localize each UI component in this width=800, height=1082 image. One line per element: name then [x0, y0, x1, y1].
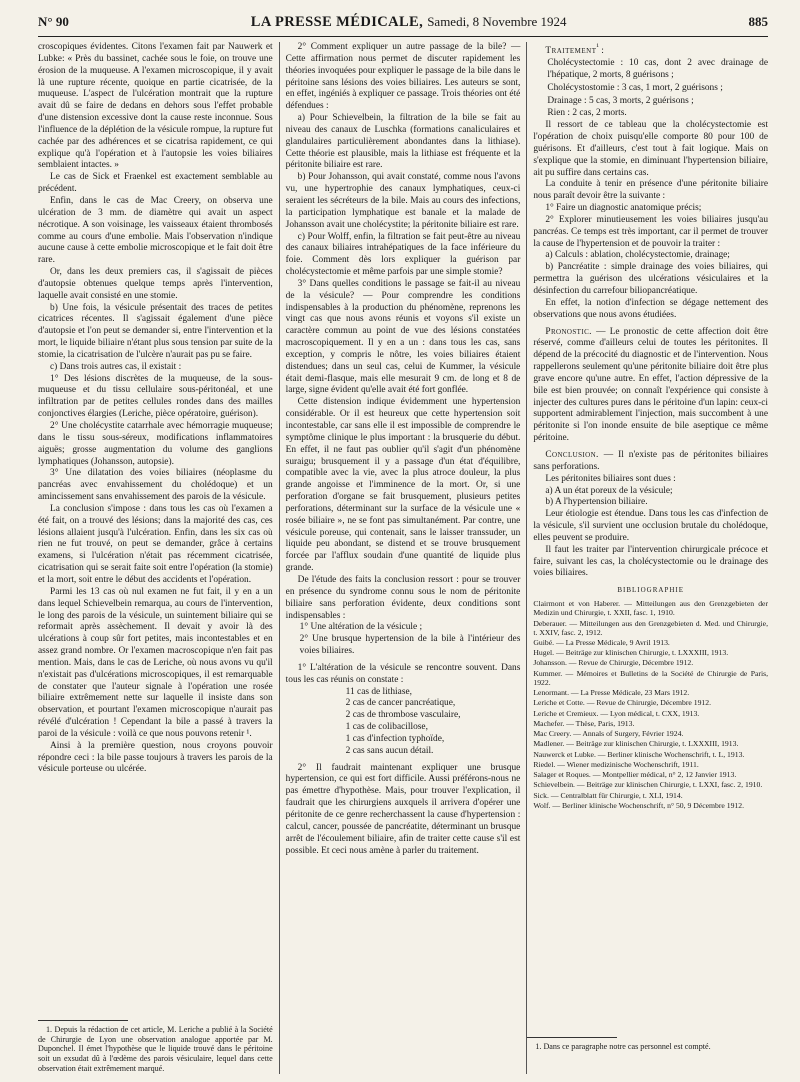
paragraph: Parmi les 13 cas où nul examen ne fut fait, il y en a un dans lequel Schievelbein remarqua, au cours de l'intervention, le long des parois de la vésicule, un suintement biliaire qui se reformait après assèchement. Il devait y avoir là des ulcérations à coup sûr fort petites, mais incontestables et en assez grand nombre. Or l'examen macroscopique n'en fait pas mention. Mais, dans le cas de Leriche, où nous avons vu qu'il n'existait pas d'ulcérations microscopiques, il est remarquable de constater que l'auteur signale à l'opération une rosée biliaire extrêmement nette sur laquelle il insiste dans son observation, et pourtant l'examen microscopique n'aurait pas révélé d'ulcération ! Cependant la bile a passé à travers la paroi de la vésicule : voilà ce que nous pouvons retenir ¹.: [38, 586, 273, 739]
paragraph: a) Pour Schievelbein, la filtration de la bile se fait au niveau des canaux de Luschka (formations canaliculaires et glandulaires particulièrement abondantes dans la lithiase). Cette théorie est plausible, mais la lithiase est fréquente et la péritonite biliaire est rare.: [285, 113, 521, 171]
bibliography-entry: Leriche et Cotte. — Revue de Chirurgie, Décembre 1912.: [533, 698, 712, 708]
conclusion-paragraph: [533, 450, 768, 474]
page-header: [38, 14, 768, 37]
bibliography-entry: Schievelbein. — Beiträge zur klinischen Chirurgie, t. LXXI, fasc. 2, 1910.: [533, 780, 763, 790]
column-1: [38, 42, 273, 1074]
list-item: 2 cas sans aucun détail.: [345, 745, 434, 756]
pronostic-label: Pronostic.: [545, 326, 592, 337]
lesion-list: [286, 687, 521, 758]
paragraph: Leur étiologie est étendue. Dans tous les cas d'infection de la vésicule, s'il survient une occlusion brutale du cholédoque, elles peuvent se produire.: [533, 509, 769, 543]
paragraph: 2° Explorer minutieusement les voies biliaires jusqu'au pancréas. Ce temps est très important, car il permet de trouver la cause de l'hypertension et de pouvoir la traiter :: [533, 214, 769, 249]
bibliography-heading: BIBLIOGRAPHIE: [617, 586, 685, 595]
paragraph: b) Pour Johansson, qui avait constaté, comme nous l'avons vu, une hypertrophie des canaux lymphatiques, ceux-ci seraient les sécréteurs de la bile. Mais au cours des infections, la participation lymphatique est banale et la malade de Johansson avait une cholécystite; la péritonite biliaire est rare.: [285, 172, 521, 230]
paragraph: De l'étude des faits la conclusion ressort : pour se trouver en présence du syndrome connu sous le nom de péritonite biliaire sans perforation évidente, deux conditions sont indispensables :: [285, 574, 521, 621]
paragraph: 2° Comment expliquer un autre passage de la bile? — Cette affirmation nous permet de discuter rapidement les théories invoquées pour expliquer le passage de la bile dans le péritoine sans lésions des voies biliaires. Les auteurs se sont, en effet, ingéniés à expliquer ce passage. Trois théories ont été défendues :: [285, 42, 521, 112]
paragraph: b) Pancréatite : simple drainage des voies biliaires, qui permettra la guérison des ulcérations vésiculaires et la désinfection du carrefour biliopancréatique.: [533, 262, 769, 296]
conditions-list: [286, 622, 521, 658]
column-3-footnotes: [527, 1037, 768, 1052]
bibliography-entry: Johansson. — Revue de Chirurgie, Décembre 1912.: [533, 658, 694, 668]
footnote-divider: [38, 1020, 128, 1021]
issue-number: N° 90: [38, 14, 69, 29]
list-item: 1° Une altération de la vésicule ;: [299, 622, 423, 633]
paragraph: Ainsi à la première question, nous croyons pouvoir répondre ceci : la bile passe toujours à travers les parois de la vésicule porteuse ou ulcérée.: [38, 740, 273, 775]
pronostic-text: — Le pronostic de cette affection doit être réservé, comme d'ailleurs celui de toutes les péritonites. Il dépend de la précocité du diagnostic et de l'intervention. Nous rappellerons seulement qu'une péritonite biliaire doit être plus grave encore qu'une autre. En effet, l'action dépressive de la bile est bien prouvée; on connaît l'expérience qui consiste à injecter des cultures pures dans le péritoine d'un lapin: ceux-ci supportent admirablement l'injection, mais succombent à une péritonite si l'on inonde ensuite de bile aseptique ce même péritoine.: [533, 326, 769, 444]
traitement-heading: Traitement$^{^1}$ :: [545, 42, 604, 57]
bibliography-entry: Salager et Roques. — Montpellier médical, n° 2, 12 Janvier 1913.: [533, 770, 737, 780]
paragraph: b) A l'hypertension biliaire.: [545, 497, 648, 508]
list-item: 1 cas d'infection typhoïde,: [345, 733, 445, 744]
bibliography-entry: Deberauer. — Mitteilungen aus den Grenzgebieten d. Med. und Chirurgie, t. XXIV, fasc. 2, 1912.: [533, 618, 769, 637]
conclusion-label: Conclusion.: [545, 449, 599, 460]
list-item: 2 cas de cancer pancréatique,: [345, 698, 456, 709]
list-item: 2 cas de thrombose vasculaire,: [345, 710, 461, 721]
paragraph: Cette distension indique évidemment une hypertension considérable. Or il est heureux que cette hypertension soit incontestable, car sans elle il est impossible de comprendre le symptôme clinique le plus important : la brusquerie du début. En effet, il ne faut pas oublier qu'il s'agit d'un phénomène suraigu; brusquement il y a passage d'un état d'équilibre, compatible avec la vie, avec la plus atroce douleur, la plus grande angoisse et l'imminence de la mort. Or, si une perforation d'organe se fait brusquement, plusieurs petites perforations, déterminant sur la surface de la vésicule une « rosée biliaire », ne se font pas simultanément. Par contre, une vésicule poreuse, qui contenait, sans le laisser transsuder, un liquide peu abondant, se distend et se trouve brusquement forcée par l'afflux soudain d'une quantité de liquide plus grande.: [285, 397, 521, 574]
bibliography-entry: Clairmont et von Haberer. — Mitteilungen aus den Grenzgebieten der Medizin und Chirurgie, t. XXII, fasc. 1, 1910.: [533, 599, 769, 618]
paragraph: b) Une fois, la vésicule présentait des traces de petites cicatrices récentes. Il s'agissait également d'une pièce d'autopsie et l'on peut se demander si, entre l'intervention et la mort, le liquide biliaire n'étant plus sous tension par suite de la stomie, la cicatrisation de l'ulcère n'aurait pas pu se faire.: [38, 302, 273, 360]
bibliography-entry: Kummer. — Mémoires et Bulletins de la Société de Chirurgie de Paris, 1922.: [533, 668, 769, 687]
paragraph: 1° Des lésions discrètes de la muqueuse, de la sous-muqueuse et du tissu cellulaire sous-péritonéal, et une infiltration par de petites cellules rondes dans des mailles conjonctives élargies (Leriche, pièce opératoire, guérison).: [38, 373, 273, 420]
bibliography-entry: Sick. — Centralblatt für Chirurgie, t. XLI, 1914.: [533, 790, 683, 800]
bibliography-entry: Machefer. — Thèse, Paris, 1913.: [533, 718, 635, 728]
paragraph: Enfin, dans le cas de Mac Creery, on observa une ulcération de 3 mm. de diamètre qui avait un aspect nécrotique. A son voisinage, les vaisseaux étaient thrombosés comme au cours d'une embolie. Mais l'observation n'indique aucune cause à cette embolie microscopique et le fait doit être rare.: [38, 195, 273, 266]
paragraph: 1° Faire un diagnostic anatomique précis;: [545, 203, 702, 214]
list-item: Cholécystostomie : 3 cas, 1 mort, 2 guérisons ;: [547, 82, 723, 93]
paragraph: Il ressort de ce tableau que la cholécystectomie est l'opération de choix puisqu'elle comporte 80 pour 100 de guérisons. Et d'ailleurs, c'est tout à fait logique. Mais on s'explique que la stomie, en diminuant l'hypertension biliaire, ait pu suffire dans certains cas.: [533, 120, 769, 178]
paragraph: 1° L'altération de la vésicule se rencontre souvent. Dans tous les cas réunis on constate :: [285, 662, 521, 685]
paragraph: La conduite à tenir en présence d'une péritonite biliaire nous paraît devoir être la suivante :: [533, 179, 769, 202]
conclusion-text: — Il n'existe pas de péritonites biliaires sans perforations.: [533, 449, 769, 472]
traitement-results: [533, 58, 768, 120]
list-item: 11 cas de lithiase,: [345, 686, 412, 697]
bibliography-list: [533, 599, 768, 810]
paragraph: 2° Il faudrait maintenant expliquer une brusque hypertension, ce qui est fort difficile. Aussi préférons-nous ne pas émettre d'hypothèse. Mais, pour trouver l'explication, il faudrait que les chirurgiens auxquels il arrivera d'opérer une péritonite de ce genre recherchassent la cause d'hypertension : calcul, cancer, poussée de pancréatite, déterminant un brusque arrêt de l'écoulement biliaire, afin de traiter cette cause s'il est possible. Et ceci nous amène à parler du traitement.: [285, 762, 521, 856]
journal-name: LA PRESSE MÉDICALE,: [250, 14, 424, 30]
column-2: [279, 42, 521, 1074]
footnote-marker: ¹: [596, 42, 599, 51]
paragraph: En effet, la notion d'infection se dégage nettement des observations que nous avons étudiées.: [533, 297, 769, 320]
paragraph: Il faut les traiter par l'intervention chirurgicale précoce et faire, suivant les cas, la cholécystectomie ou le drainage des voies biliaires.: [533, 544, 769, 579]
bibliography-entry: Madlener. — Beiträge zur klinischen Chirurgie, t. LXXXIII, 1913.: [533, 739, 739, 749]
journal-title: [251, 14, 567, 31]
bibliography-entry: Guibé. — La Presse Médicale, 9 Avril 1913.: [533, 638, 670, 647]
bibliography-entry: Wolf. — Berliner klinische Wochenschrift, n° 50, 9 Décembre 1912.: [533, 800, 745, 810]
issue-date: Samedi, 8 Novembre 1924: [427, 14, 567, 29]
list-item: 1 cas de colibacillose,: [345, 722, 428, 733]
pronostic-paragraph: [533, 327, 768, 445]
list-item: Cholécystectomie : 10 cas, dont 2 avec drainage de l'hépatique, 2 morts, 8 guérisons ;: [547, 57, 769, 80]
bibliography-entry: Lenormant. — La Presse Médicale, 23 Mars 1912.: [533, 688, 690, 698]
list-item: 2° Une brusque hypertension de la bile à l'intérieur des voies biliaires.: [299, 634, 521, 657]
bibliography-entry: Nauwerck et Lubke. — Berliner klinische Wochenschrift, t. L, 1913.: [533, 749, 745, 759]
paragraph: c) Dans trois autres cas, il existait :: [50, 361, 182, 372]
footnote: 1. Dans ce paragraphe notre cas personnel est compté.: [535, 1042, 711, 1052]
list-item: Drainage : 5 cas, 3 morts, 2 guérisons ;: [547, 95, 694, 106]
paragraph: a) A un état poreux de la vésicule;: [545, 485, 673, 496]
bibliography-entry: Mac Creery. — Annals of Surgery, Février 1924.: [533, 729, 684, 739]
paragraph: c) Pour Wolff, enfin, la filtration se fait peut-être au niveau des canaux biliaires intrahépatiques de la face inférieure du foie. Comment dès lors expliquer la guérison par cholécystectomie et même parfois par une simple stomie?: [285, 231, 521, 278]
column-1-footnotes: [38, 1020, 273, 1074]
page-number: 885: [748, 14, 768, 29]
footnote: 1. Depuis la rédaction de cet article, M. Leriche a publié à la Société de Chirurgie de Lyon une observation analogue apportée par M. Duponchel. Il émet l'hypothèse que le liquide trouvé dans le péritoine soit un exsudat dû à l'œdème des parois vésiculaire, lequel dans cette observation était extrêmement marqué.: [38, 1024, 273, 1074]
paragraph: croscopiques évidentes. Citons l'examen fait par Nauwerk et Lubke: « Près du bassinet, cachée sous le foie, on trouve une érosion de la muqueuse. A l'examen microscopique, il y avait là une rupture récente, quoique en partie cicatrisée, de la muqueuse. L'aspect de l'ulcération montrait que la rupture avait dû se faire de dedans en dehors sous l'effet probable d'une distension excessive dont la cause reste inconnue. Sous l'influence de la déplétion de la vésicule rompue, la rupture fut cachée par des adhérences et se cicatrisa rapidement, ce qui explique qu'à l'opération et à l'autopsie les voies biliaires semblaient intactes. »: [38, 42, 273, 171]
paragraph: Les péritonites biliaires sont dues :: [545, 473, 676, 484]
bibliography-entry: Hugel. — Beiträge zur klinischen Chirurgie, t. LXXXIII, 1913.: [533, 648, 729, 658]
traitement-label: Traitement: [545, 46, 597, 57]
paragraph: 2° Une cholécystite catarrhale avec hémorragie muqueuse; dans le tissu sous-séreux, modifications inflammatoires aiguës; grosse augmentation du volume des ganglions lymphatiques (Johansson, autopsie).: [38, 421, 273, 467]
paragraph: a) Calculs : ablation, cholécystectomie, drainage;: [545, 250, 730, 261]
article-columns: [38, 42, 768, 1074]
column-3: [526, 42, 768, 1074]
paragraph: Le cas de Sick et Fraenkel est exactement semblable au précédent.: [38, 172, 273, 195]
paragraph: La conclusion s'impose : dans tous les cas où l'examen a été fait, on a trouvé des lésions; dans la majorité des cas, ces lésions allaient jusqu'à l'ulcération. Enfin, dans les six cas où rien ne fut trouvé, on peut se demander, grâce à certains examens, si l'ulcération n'était pas récemment cicatrisée, cicatrisation qui se serait faite soit entre l'opération (la stomie) et la mort, soit entre le début des accidents et l'opération.: [38, 503, 273, 585]
paragraph: 3° Dans quelles conditions le passage se fait-il au niveau de la vésicule? — Pour comprendre les conditions indispensables à la production du phénomène, reprenons les vingt cas que nous avons réunis et voyons s'il existe un caractère commun au point de vue des lésions constatées macroscopiquement. Il y en a un : dans tous les cas, sans exception, y compris le nôtre, les voies biliaires étaient distendues; dans un seul cas, celui de Kummer, la vésicule était demi-flasque, mais elle mesurait 9 cm. de long et 8 de large, signe évident qu'elle avait été fort gonflée.: [285, 278, 521, 396]
paragraph: 3° Une dilatation des voies biliaires (néoplasme du pancréas avec envahissement du cholédoque) et un amincissement sans envahissement des parois de la vésicule.: [38, 468, 273, 503]
bibliography-entry: Leriche et Cremieux. — Lyon médical, t. CXX, 1913.: [533, 708, 700, 718]
list-item: Rien : 2 cas, 2 morts.: [547, 108, 627, 119]
paragraph: Or, dans les deux premiers cas, il s'agissait de pièces d'autopsie obtenues quelque temps après l'intervention, laquelle avait consisté en une stomie.: [38, 267, 273, 301]
bibliography-entry: Riedel. — Wiener medizinische Wochenschrift, 1911.: [533, 759, 699, 769]
footnote-divider: [527, 1037, 617, 1038]
